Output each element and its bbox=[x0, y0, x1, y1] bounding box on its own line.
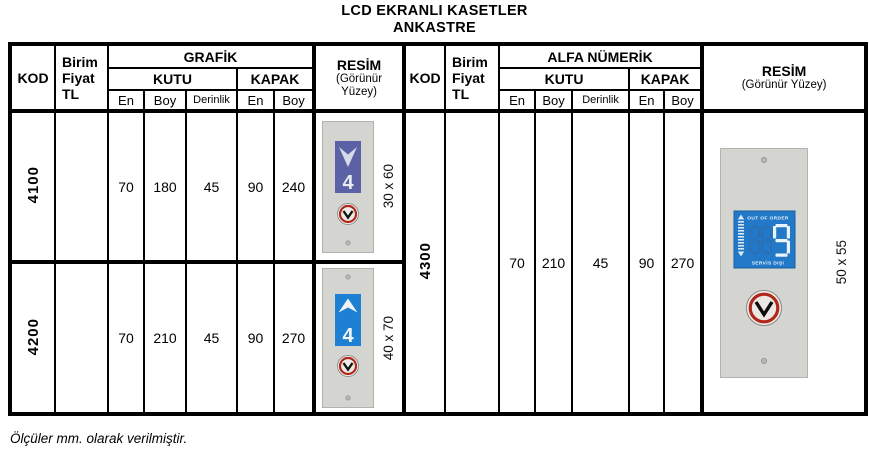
header-birim-fiyat-left bbox=[55, 44, 108, 111]
header-grafik: GRAFİK bbox=[108, 44, 314, 68]
kapak-en-4200: 90 bbox=[237, 262, 274, 414]
header-kod-right: KOD bbox=[404, 44, 445, 111]
birim-fiyat-4300-cell bbox=[445, 111, 499, 414]
header-resim-left bbox=[314, 44, 404, 111]
kod-value-4100-cell bbox=[10, 111, 55, 262]
kod-value-4100: 4100 bbox=[24, 166, 42, 204]
lcd-digit-4100: 4 bbox=[342, 171, 354, 194]
header-birim-r1: Birim bbox=[452, 53, 488, 70]
header-kapak-left: KAPAK bbox=[237, 68, 314, 90]
visible-size-4100: 30 x 60 bbox=[381, 164, 397, 209]
visible-size-4300: 50 x 55 bbox=[833, 240, 849, 285]
resim-4200-cell bbox=[314, 262, 404, 414]
screw-icon bbox=[761, 157, 766, 162]
kod-value-4200-cell bbox=[10, 262, 55, 414]
kapak-boy-4200: 270 bbox=[274, 262, 314, 414]
kapak-en-4300: 90 bbox=[629, 111, 664, 414]
elevator-panel-4300-image bbox=[720, 148, 808, 378]
header-resim-right-sub: (Görünür Yüzey) bbox=[741, 79, 827, 91]
screw-icon bbox=[346, 275, 350, 279]
header-birim-l1: Birim bbox=[62, 53, 98, 70]
header-kutu-en-left: En bbox=[108, 90, 144, 111]
header-kutu-right: KUTU bbox=[499, 68, 629, 90]
header-resim-left-sub1: (Görünür bbox=[336, 72, 383, 85]
kutu-boy-4300: 210 bbox=[535, 111, 572, 414]
birim-fiyat-4200-cell bbox=[55, 262, 108, 414]
screw-icon bbox=[346, 396, 350, 400]
kutu-en-4100: 70 bbox=[108, 111, 144, 262]
screw-icon bbox=[346, 240, 350, 244]
footnote: Ölçüler mm. olarak verilmiştir. bbox=[10, 431, 188, 446]
screw-icon bbox=[761, 358, 766, 363]
header-kapak-en-right: En bbox=[629, 90, 664, 111]
header-birim-l2: Fiyat bbox=[62, 69, 95, 86]
header-birim-r3: TL bbox=[452, 85, 470, 102]
header-kutu-boy-left: Boy bbox=[144, 90, 186, 111]
kutu-boy-4200: 210 bbox=[144, 262, 186, 414]
header-kutu-boy-right: Boy bbox=[535, 90, 572, 111]
kutu-derinlik-4100: 45 bbox=[186, 111, 237, 262]
header-resim-right bbox=[702, 44, 866, 111]
header-resim-left-sub2: Yüzey) bbox=[341, 85, 377, 98]
call-button-icon bbox=[338, 356, 359, 377]
header-birim-fiyat-right bbox=[445, 44, 499, 111]
kod-value-4200: 4200 bbox=[24, 317, 42, 356]
kapak-boy-4300: 270 bbox=[664, 111, 702, 414]
kapak-en-4100: 90 bbox=[237, 111, 274, 262]
header-kutu-derinlik-right: Derinlik bbox=[572, 90, 629, 111]
page-title-line2: ANKASTRE bbox=[393, 20, 476, 36]
header-kapak-right: KAPAK bbox=[629, 68, 702, 90]
header-kapak-en-left: En bbox=[237, 90, 274, 111]
resim-4300-cell bbox=[702, 111, 866, 414]
lcd-digit-4200: 4 bbox=[342, 325, 354, 347]
kutu-en-4200: 70 bbox=[108, 262, 144, 414]
header-kod-left: KOD bbox=[10, 44, 55, 111]
call-button-icon bbox=[338, 203, 359, 224]
elevator-panel-4100-image bbox=[322, 121, 374, 253]
page-title-line1: LCD EKRANLI KASETLER bbox=[341, 3, 528, 19]
lcd-text-out-of-order: OUT OF ORDER bbox=[746, 216, 789, 221]
kapak-boy-4100: 240 bbox=[274, 111, 314, 262]
header-birim-r2: Fiyat bbox=[452, 69, 485, 86]
header-alfa-numerik: ALFA NÜMERİK bbox=[499, 44, 702, 68]
visible-size-4200: 40 x 70 bbox=[381, 315, 397, 361]
header-kapak-boy-left: Boy bbox=[274, 90, 314, 111]
header-resim-left-title: RESİM bbox=[336, 56, 382, 73]
kod-value-4300-cell bbox=[404, 111, 445, 414]
lcd-text-servis-disi: SERVİS DIŞI bbox=[751, 261, 784, 266]
header-kutu-en-right: En bbox=[499, 90, 535, 111]
resim-4100-cell bbox=[314, 111, 404, 262]
kutu-en-4300: 70 bbox=[499, 111, 535, 414]
header-resim-right-title: RESİM bbox=[761, 63, 807, 79]
header-kutu-left: KUTU bbox=[108, 68, 237, 90]
kod-value-4300: 4300 bbox=[416, 242, 434, 280]
page-title bbox=[0, 3, 869, 37]
kutu-derinlik-4200: 45 bbox=[186, 262, 237, 414]
elevator-panel-4200-image bbox=[322, 268, 374, 408]
call-button-icon bbox=[746, 290, 781, 325]
birim-fiyat-4100-cell bbox=[55, 111, 108, 262]
kutu-derinlik-4300: 45 bbox=[572, 111, 629, 414]
header-birim-l3: TL bbox=[62, 85, 80, 102]
kutu-boy-4100: 180 bbox=[144, 111, 186, 262]
spec-table bbox=[8, 42, 868, 416]
header-kapak-boy-right: Boy bbox=[664, 90, 702, 111]
header-kutu-derinlik-left: Derinlik bbox=[186, 90, 237, 111]
